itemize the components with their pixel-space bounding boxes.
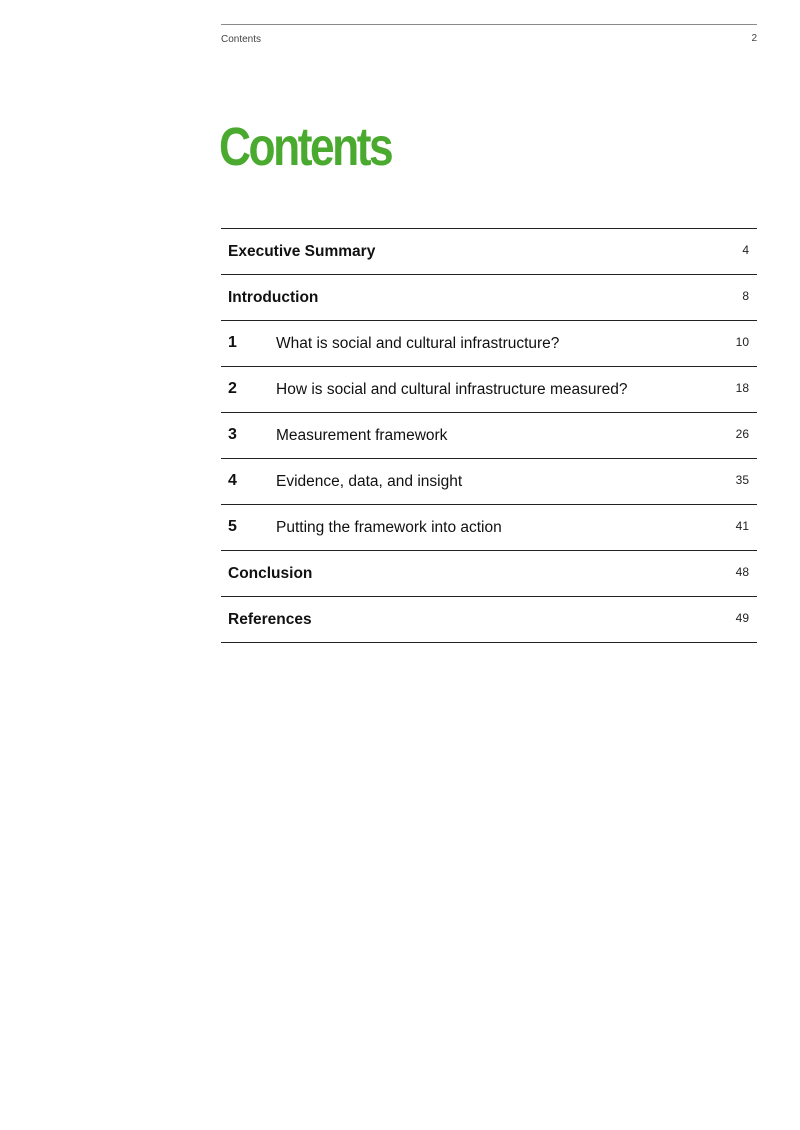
toc-entry-page: 35 bbox=[735, 473, 749, 487]
toc-entry-page: 18 bbox=[735, 381, 749, 395]
toc-entry-label: Executive Summary bbox=[228, 243, 376, 260]
table-of-contents bbox=[221, 228, 757, 643]
toc-entry-label: References bbox=[228, 611, 312, 628]
toc-entry-executive-summary[interactable] bbox=[221, 229, 757, 275]
running-header-label: Contents bbox=[221, 34, 262, 45]
toc-entry-label: Measurement framework bbox=[276, 427, 448, 444]
toc-entry-page: 8 bbox=[742, 289, 749, 303]
toc-entry-number: 3 bbox=[228, 426, 237, 443]
toc-entry-label: Introduction bbox=[228, 289, 319, 306]
toc-entry-page: 41 bbox=[735, 519, 749, 533]
toc-entry-label: What is social and cultural infrastructure? bbox=[276, 335, 560, 352]
toc-entry-page: 48 bbox=[735, 565, 749, 579]
toc-entry-label: How is social and cultural infrastructure measured? bbox=[276, 381, 628, 398]
toc-entry-number: 5 bbox=[228, 518, 237, 535]
toc-entry-page: 49 bbox=[735, 611, 749, 625]
toc-entry-page: 4 bbox=[742, 243, 749, 257]
toc-entry-chapter-4[interactable] bbox=[221, 459, 757, 505]
page-header bbox=[221, 24, 757, 45]
toc-entry-chapter-3[interactable] bbox=[221, 413, 757, 459]
page-number: 2 bbox=[751, 33, 757, 44]
toc-entry-number: 4 bbox=[228, 472, 237, 489]
toc-entry-conclusion[interactable] bbox=[221, 551, 757, 597]
toc-entry-chapter-2[interactable] bbox=[221, 367, 757, 413]
toc-entry-label: Conclusion bbox=[228, 565, 313, 582]
toc-entry-chapter-5[interactable] bbox=[221, 505, 757, 551]
toc-entry-page: 26 bbox=[735, 427, 749, 441]
toc-entry-chapter-1[interactable] bbox=[221, 321, 757, 367]
toc-entry-number: 1 bbox=[228, 334, 237, 351]
toc-entry-label: Putting the framework into action bbox=[276, 519, 502, 536]
toc-entry-label: Evidence, data, and insight bbox=[276, 473, 463, 490]
toc-entry-page: 10 bbox=[735, 335, 749, 349]
toc-entry-introduction[interactable] bbox=[221, 275, 757, 321]
page-title: Contents bbox=[219, 117, 392, 177]
toc-entry-number: 2 bbox=[228, 380, 237, 397]
toc-entry-references[interactable] bbox=[221, 597, 757, 643]
